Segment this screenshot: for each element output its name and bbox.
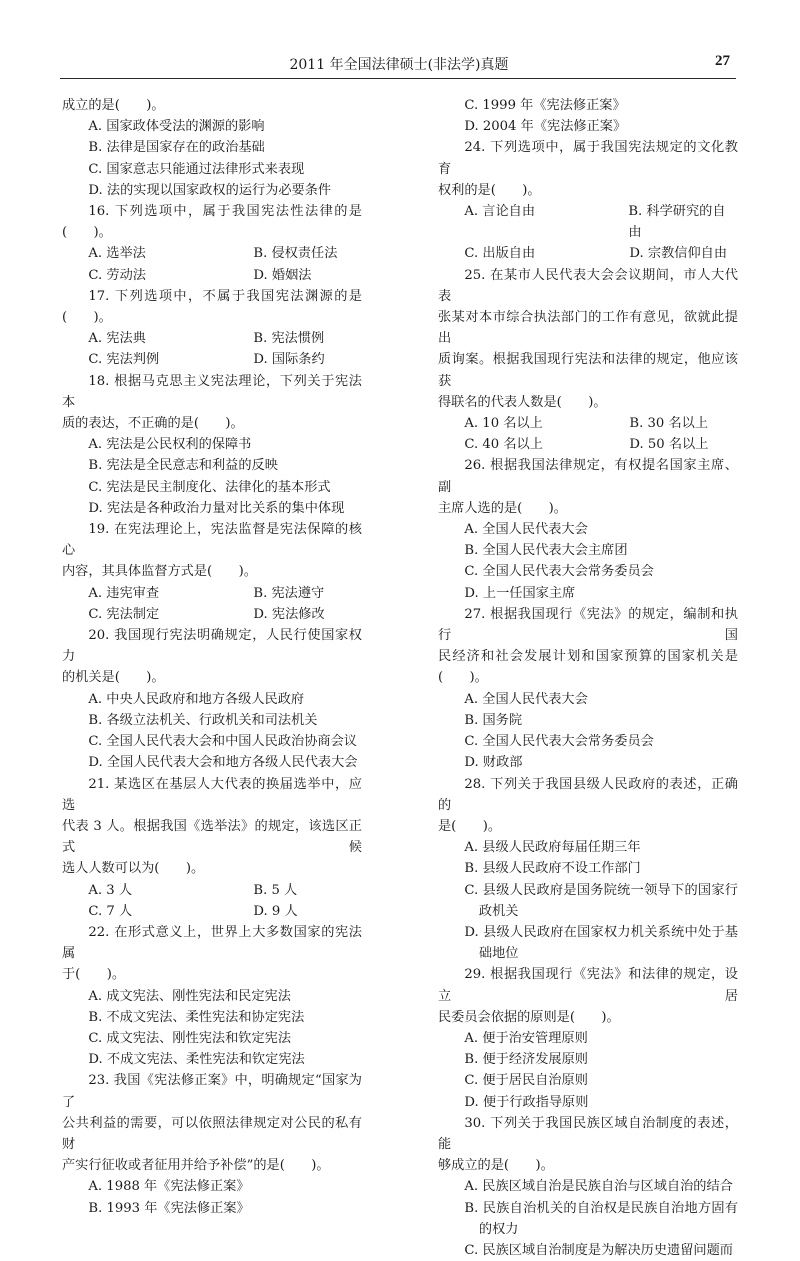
option-a: A. 全国人民代表大会 — [464, 522, 588, 538]
question-25-stem-end: 得联名的代表人数是( )。 — [438, 394, 607, 410]
question-29-stem: 29. 根据我国现行《宪法》和法律的规定，设立居 — [438, 967, 738, 1004]
option-c: C. 全国人民代表大会常务委员会 — [464, 564, 654, 580]
option-b: B. 5 人 — [253, 882, 298, 898]
option-d: D. 50 名以上 — [629, 437, 709, 453]
question-27-stem-mid: 民经济和社会发展计划和国家预算的国家机关是 — [438, 649, 738, 665]
option-a: A. 宪法典 — [88, 331, 146, 347]
page-number: 27 — [715, 53, 730, 69]
option-b: B. 宪法遵守 — [253, 585, 325, 601]
question-18-stem: 18. 根据马克思主义宪法理论，下列关于宪法本 — [62, 373, 362, 410]
option-a: A. 3 人 — [88, 882, 133, 898]
option-c: C. 全国人民代表大会常务委员会 — [464, 734, 654, 750]
option-d: D. 国际条约 — [253, 352, 325, 368]
question-16-options-cd — [62, 265, 362, 286]
option-c: C. 县级人民政府是国务院统一领导下的国家行政机关 — [464, 882, 738, 919]
question-26-stem: 26. 根据我国法律规定，有权提名国家主席、副 — [438, 458, 738, 495]
option-c: C. 国家意志只能通过法律形式来表现 — [88, 161, 305, 177]
question-16-options-ab — [62, 243, 362, 264]
question-17-options-ab — [62, 328, 362, 349]
question-19-stem: 19. 在宪法理论上，宪法监督是宪法保障的核心 — [62, 522, 362, 559]
question-24-stem: 24. 下列选项中，属于我国宪法规定的文化教育 — [438, 140, 738, 177]
question-17-stem: 17. 下列选项中，不属于我国宪法渊源的是 — [88, 288, 362, 304]
question-17-options-cd — [62, 349, 362, 370]
question-25-options-ab — [438, 413, 738, 434]
option-d: D. 县级人民政府在国家权力机关系统中处于基础地位 — [464, 924, 738, 962]
option-c: C. 1999 年《宪法修正案》 — [464, 98, 626, 113]
option-a: A. 中央人民政府和地方各级人民政府 — [88, 691, 305, 707]
option-c: C. 劳动法 — [88, 267, 146, 283]
question-28-stem-end: 是( )。 — [438, 818, 502, 834]
option-b: B. 不成文宪法、柔性宪法和协定宪法 — [88, 1009, 305, 1025]
question-25-stem-2: 张某对本市综合执法部门的工作有意见，欲就此提出 — [438, 310, 738, 347]
option-a: A. 全国人民代表大会 — [464, 691, 588, 707]
question-23-stem-end: 产实行征收或者征用并给予补偿”的是( )。 — [62, 1158, 330, 1174]
question-25-options-cd — [438, 434, 738, 455]
option-d: D. 全国人民代表大会和地方各级人民代表大会 — [88, 755, 358, 771]
question-22-stem-end: 于( )。 — [62, 967, 126, 983]
option-d: D. 2004 年《宪法修正案》 — [464, 119, 627, 135]
question-18-stem-end: 质的表达，不正确的是( )。 — [62, 416, 244, 432]
question-20-stem-end: 的机关是( )。 — [62, 670, 165, 686]
question-25-stem: 25. 在某市人民代表大会会议期间，市人大代表 — [438, 267, 738, 304]
option-d: D. 婚姻法 — [253, 267, 312, 283]
option-a: A. 便于治安管理原则 — [464, 1030, 588, 1046]
question-16-stem-end: ( )。 — [62, 225, 112, 241]
question-21-options-ab — [62, 880, 362, 901]
option-b: B. 全国人民代表大会主席团 — [464, 543, 628, 559]
option-a: A. 成文宪法、刚性宪法和民定宪法 — [88, 988, 291, 1004]
option-d: D. 宪法是各种政治力量对比关系的集中体现 — [88, 500, 345, 516]
option-d: D. 财政部 — [464, 755, 523, 771]
option-c: C. 民族区域自治制度是为解决历史遗留问题而 — [464, 1242, 733, 1258]
option-c: C. 成文宪法、刚性宪法和钦定宪法 — [88, 1030, 292, 1046]
option-b: B. 侵权责任法 — [253, 246, 338, 262]
question-27-stem-end: ( )。 — [438, 670, 488, 686]
question-23-stem: 23. 我国《宪法修正案》中，明确规定“国家为了 — [62, 1073, 362, 1110]
left-column — [62, 95, 362, 1219]
option-d: D. 9 人 — [253, 903, 298, 919]
option-d: D. 便于行政指导原则 — [464, 1094, 589, 1110]
question-29-stem-end: 民委员会依据的原则是( )。 — [438, 1009, 620, 1025]
option-c: C. 宪法制定 — [88, 606, 160, 622]
option-d: D. 法的实现以国家政权的运行为必要条件 — [88, 182, 332, 198]
option-d: D. 宗教信仰自由 — [629, 246, 728, 262]
option-b: B. 国务院 — [464, 712, 523, 728]
question-21-stem-end: 选人人数可以为( )。 — [62, 861, 205, 877]
option-c: C. 宪法是民主制度化、法律化的基本形式 — [88, 479, 331, 495]
option-c: C. 40 名以上 — [464, 437, 543, 453]
question-22-stem: 22. 在形式意义上，世界上大多数国家的宪法属 — [62, 924, 362, 962]
option-d: D. 上一任国家主席 — [464, 585, 576, 601]
question-19-stem-end: 内容，其具体监督方式是( )。 — [62, 564, 257, 580]
question-28-stem: 28. 下列关于我国县级人民政府的表述，正确的 — [438, 776, 738, 813]
running-title: 2011 年全国法律硕士(非法学)真题 — [289, 57, 509, 73]
question-21-stem: 21. 某选区在基层人大代表的换届选举中，应选 — [62, 776, 362, 813]
option-a: A. 民族区域自治是民族自治与区域自治的结合 — [464, 1179, 733, 1195]
option-b: B. 1993 年《宪法修正案》 — [88, 1200, 250, 1216]
option-a: A. 国家政体受法的渊源的影响 — [88, 119, 265, 135]
option-c: C. 出版自由 — [464, 246, 536, 262]
option-d: D. 不成文宪法、柔性宪法和钦定宪法 — [88, 1052, 305, 1068]
question-16-stem: 16. 下列选项中，属于我国宪法性法律的是 — [88, 204, 362, 220]
option-c: C. 全国人民代表大会和中国人民政治协商会议 — [88, 734, 357, 750]
option-d: D. 宪法修改 — [253, 606, 325, 622]
header-rule — [60, 78, 736, 79]
question-23-stem-mid: 公共利益的需要，可以依照法律规定对公民的私有财 — [62, 1115, 362, 1152]
option-a: A. 选举法 — [88, 246, 146, 262]
question-24-options-ab — [438, 201, 738, 243]
question-21-stem-mid: 代表 3 人。根据我国《选举法》的规定，该选区正式候 — [62, 818, 362, 856]
question-26-stem-end: 主席人选的是( )。 — [438, 500, 567, 516]
question-19-options-ab — [62, 583, 362, 604]
option-b: B. 各级立法机关、行政机关和司法机关 — [88, 712, 318, 728]
option-a: A. 县级人民政府每届任期三年 — [464, 840, 641, 856]
running-header — [62, 54, 736, 74]
option-a: A. 宪法是公民权利的保障书 — [88, 437, 252, 453]
option-c: C. 宪法判例 — [88, 352, 160, 368]
question-19-options-cd — [62, 604, 362, 625]
question-continuation: 成立的是( )。 — [62, 98, 165, 113]
option-b: B. 宪法是全民意志和利益的反映 — [88, 458, 278, 474]
option-a: A. 1988 年《宪法修正案》 — [88, 1179, 250, 1195]
question-27-stem: 27. 根据我国现行《宪法》的规定，编制和执行国 — [438, 606, 738, 644]
question-30-stem: 30. 下列关于我国民族区域自治制度的表述，能 — [438, 1115, 738, 1152]
question-24-stem-end: 权利的是( )。 — [438, 182, 541, 198]
option-c: C. 7 人 — [88, 903, 133, 919]
question-25-stem-3: 质询案。根据我国现行宪法和法律的规定，他应该获 — [438, 352, 738, 389]
question-24-options-cd — [438, 243, 738, 264]
option-b: B. 科学研究的自由 — [628, 204, 726, 241]
question-17-stem-end: ( )。 — [62, 310, 112, 326]
option-b: B. 宪法惯例 — [253, 331, 325, 347]
question-21-options-cd — [62, 901, 362, 922]
option-b: B. 民族自治机关的自治权是民族自治地方固有的权力 — [464, 1200, 738, 1237]
option-a: A. 违宪审查 — [88, 585, 160, 601]
option-c: C. 便于居民自治原则 — [464, 1073, 588, 1089]
option-a: A. 言论自由 — [464, 204, 536, 220]
option-b: B. 法律是国家存在的政治基础 — [88, 140, 265, 156]
option-b: B. 30 名以上 — [629, 416, 709, 432]
option-b: B. 便于经济发展原则 — [464, 1052, 588, 1068]
question-20-stem: 20. 我国现行宪法明确规定，人民行使国家权力 — [62, 628, 362, 665]
question-30-stem-end: 够成立的是( )。 — [438, 1158, 554, 1174]
right-column — [438, 95, 738, 1261]
option-a: A. 10 名以上 — [464, 416, 543, 432]
option-b: B. 县级人民政府不设工作部门 — [464, 861, 641, 877]
